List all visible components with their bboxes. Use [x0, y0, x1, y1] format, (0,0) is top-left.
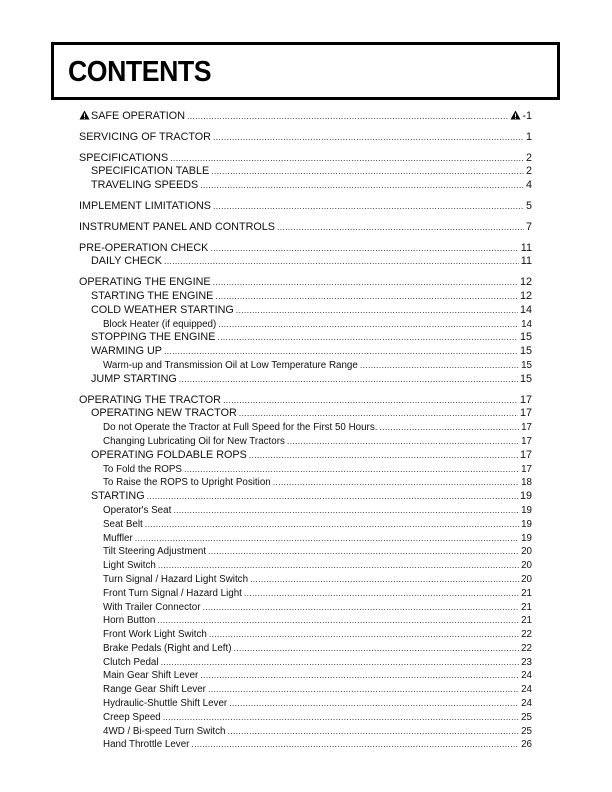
dot-leader [218, 318, 519, 332]
dot-leader [187, 110, 508, 124]
toc-entry-label: Clutch Pedal [103, 656, 159, 668]
dot-leader [379, 421, 519, 435]
dot-leader [211, 165, 524, 179]
dot-leader [135, 532, 519, 546]
toc-entry[interactable] [79, 601, 532, 615]
toc-entry-page: 7 [525, 220, 532, 233]
toc-entry-label: Changing Lubricating Oil for New Tractors [103, 435, 285, 447]
toc-entry[interactable] [79, 345, 532, 359]
toc-entry-page: 15 [519, 331, 532, 344]
toc-entry[interactable] [79, 559, 532, 573]
toc-entry[interactable] [79, 683, 532, 697]
toc-entry-label: COLD WEATHER STARTING [91, 303, 234, 316]
toc-entry-label: STOPPING THE ENGINE [91, 331, 216, 344]
toc-entry-label: To Fold the ROPS [103, 463, 182, 475]
dot-leader [213, 200, 524, 214]
toc-entry-label: WARMING UP [91, 345, 162, 358]
toc-entry-page: 15 [521, 359, 532, 371]
page-title: CONTENTS [68, 56, 212, 88]
toc-entry-label: Main Gear Shift Lever [103, 670, 199, 682]
dot-leader [200, 179, 524, 193]
dot-leader [213, 276, 518, 290]
toc-entry-page: 22 [521, 642, 532, 654]
toc-entry[interactable] [79, 359, 532, 373]
dot-leader [157, 614, 519, 628]
toc-entry-label: Seat Belt [103, 518, 143, 530]
toc-entry-page: 25 [521, 711, 532, 723]
dot-leader [249, 449, 518, 463]
toc-entry[interactable] [79, 221, 532, 235]
toc-entry-page: 12 [519, 276, 532, 289]
toc-entry[interactable] [79, 711, 532, 725]
toc-entry[interactable] [79, 407, 532, 421]
dot-leader [239, 407, 518, 421]
toc-entry[interactable] [79, 110, 532, 124]
toc-entry-page: 22 [521, 629, 532, 641]
dot-leader [158, 559, 519, 573]
toc-entry-label: With Trailer Connector [103, 601, 201, 613]
toc-entry-page: 17 [521, 435, 532, 447]
toc-entry-page: 24 [521, 698, 532, 710]
toc-entry[interactable] [79, 463, 532, 477]
toc-entry[interactable] [79, 331, 532, 345]
toc-entry[interactable] [79, 449, 532, 463]
toc-entry-label: DAILY CHECK [91, 255, 163, 268]
toc-entry-page: 5 [525, 199, 532, 212]
dot-leader [234, 642, 520, 656]
dot-leader [173, 504, 519, 518]
toc-entry-label: Block Heater (if equipped) [103, 318, 217, 330]
dot-leader [223, 394, 518, 408]
dot-leader [184, 463, 519, 477]
dot-leader [210, 242, 518, 256]
toc-entry[interactable] [79, 276, 532, 290]
toc-entry-label: SPECIFICATION TABLE [91, 165, 210, 178]
toc-entry[interactable] [79, 290, 532, 304]
toc-entry-label: OPERATING FOLDABLE ROPS [91, 448, 247, 461]
toc-entry[interactable] [79, 152, 532, 166]
toc-entry-page: 24 [521, 670, 532, 682]
toc-entry-label: JUMP STARTING [91, 372, 177, 385]
toc-entry-label: Range Gear Shift Lever [103, 684, 206, 696]
toc-entry[interactable] [79, 573, 532, 587]
toc-entry[interactable] [79, 587, 532, 601]
dot-leader [287, 435, 519, 449]
toc-entry-label: Front Work Light Switch [103, 629, 207, 641]
toc-entry-label: Horn Button [103, 615, 156, 627]
dot-leader [228, 725, 520, 739]
toc-entry-label: Hydraulic-Shuttle Shift Lever [103, 698, 228, 710]
dot-leader [202, 601, 519, 615]
toc-entry[interactable] [79, 490, 532, 504]
dot-leader [164, 255, 519, 269]
toc-entry[interactable] [79, 476, 532, 490]
toc-entry-page: 23 [521, 656, 532, 668]
toc-entry-page: 11 [520, 255, 532, 268]
toc-entry-label: STARTING [91, 490, 145, 503]
toc-entry-page: 26 [521, 739, 532, 751]
toc-entry-page: 19 [521, 504, 532, 516]
toc-entry[interactable] [79, 165, 532, 179]
dot-leader [200, 669, 519, 683]
toc-entry-page: 14 [521, 318, 532, 330]
toc-entry-page: 17 [519, 393, 532, 406]
toc-entry[interactable] [79, 669, 532, 683]
dot-leader [163, 711, 519, 725]
toc-entry-page: 2 [525, 151, 532, 164]
toc-entry-page: 21 [521, 615, 532, 627]
toc-entry-label: 4WD / Bi-speed Turn Switch [103, 725, 226, 737]
dot-leader [164, 345, 518, 359]
toc-entry-label: Front Turn Signal / Hazard Light [103, 587, 242, 599]
toc-entry-page: 17 [521, 463, 532, 475]
toc-entry-label: Light Switch [103, 560, 156, 572]
toc-entry[interactable] [79, 725, 532, 739]
dot-leader [250, 573, 519, 587]
toc-entry-page: 2 [525, 165, 532, 178]
warning-triangle-icon [510, 110, 521, 120]
toc-entry-page: 12 [519, 289, 532, 302]
dot-leader [236, 304, 518, 318]
toc-entry-label: Brake Pedals (Right and Left) [103, 642, 232, 654]
toc-entry-page: 17 [519, 448, 532, 461]
toc-entry-page: -1 [510, 110, 532, 124]
toc-entry-page: 19 [521, 518, 532, 530]
toc-entry-label: Creep Speed [103, 711, 161, 723]
toc-entry-label: Hand Throttle Lever [103, 739, 190, 751]
toc-entry-page: 20 [521, 573, 532, 585]
toc-entry-page: 21 [521, 587, 532, 599]
toc-entry-page: 20 [521, 546, 532, 558]
toc-entry-page: 15 [519, 372, 532, 385]
warning-triangle-icon [79, 110, 90, 120]
toc-entry[interactable] [79, 318, 532, 332]
toc-entry-page: 1 [525, 130, 532, 143]
toc-entry[interactable] [79, 394, 532, 408]
dot-leader [208, 683, 519, 697]
toc-entry[interactable] [79, 518, 532, 532]
toc-entry-page: 21 [521, 601, 532, 613]
dot-leader [145, 518, 519, 532]
toc-entry[interactable] [79, 614, 532, 628]
toc-entry-page: 11 [520, 241, 532, 254]
toc-entry-label: OPERATING THE ENGINE [79, 276, 211, 289]
dot-leader [217, 331, 518, 345]
dot-leader [273, 476, 519, 490]
toc-entry[interactable] [79, 504, 532, 518]
toc-entry-label: INSTRUMENT PANEL AND CONTROLS [79, 220, 275, 233]
toc-entry-label: SPECIFICATIONS [79, 151, 169, 164]
toc-entry-label: Turn Signal / Hazard Light Switch [103, 573, 249, 585]
toc-entry-label: Operator's Seat [103, 504, 172, 516]
toc-entry[interactable] [79, 179, 532, 193]
toc-entry-page: 19 [521, 532, 532, 544]
dot-leader [215, 290, 518, 304]
toc-entry[interactable] [79, 200, 532, 214]
dot-leader [170, 152, 524, 166]
toc-entry[interactable] [79, 373, 532, 387]
toc-entry-page: 14 [519, 303, 532, 316]
toc-entry-label: SERVICING OF TRACTOR [79, 130, 211, 143]
dot-leader [360, 359, 519, 373]
toc-entry-page: 4 [525, 179, 532, 192]
toc-entry-label: Muffler [103, 532, 133, 544]
dot-leader [161, 656, 520, 670]
toc-entry[interactable] [79, 304, 532, 318]
contents-header-box [51, 42, 560, 100]
dot-leader [277, 221, 524, 235]
toc-entry-page: 25 [521, 725, 532, 737]
toc-entry-label: IMPLEMENT LIMITATIONS [79, 199, 211, 212]
toc-entry-label: OPERATING NEW TRACTOR [91, 407, 237, 420]
toc-entry[interactable] [79, 642, 532, 656]
toc-entry-page: 19 [519, 490, 532, 503]
dot-leader [209, 628, 519, 642]
table-of-contents [79, 110, 532, 752]
toc-entry[interactable] [79, 255, 532, 269]
toc-entry[interactable] [79, 697, 532, 711]
toc-entry[interactable] [79, 532, 532, 546]
toc-entry-label: Warm-up and Transmission Oil at Low Temperature Range [103, 359, 358, 371]
toc-entry[interactable] [79, 628, 532, 642]
toc-entry-page: 24 [521, 684, 532, 696]
toc-entry[interactable] [79, 242, 532, 256]
toc-entry-label: To Raise the ROPS to Upright Position [103, 477, 271, 489]
dot-leader [208, 545, 519, 559]
dot-leader [244, 587, 519, 601]
toc-entry-label: Do not Operate the Tractor at Full Speed for the First 50 Hours. [103, 422, 378, 434]
toc-entry[interactable] [79, 656, 532, 670]
toc-entry-label: PRE-OPERATION CHECK [79, 241, 209, 254]
dot-leader [147, 490, 518, 504]
toc-entry-page: 18 [521, 477, 532, 489]
toc-entry-page: 17 [521, 422, 532, 434]
toc-entry-label: SAFE OPERATION [79, 110, 185, 124]
dot-leader [191, 738, 519, 752]
toc-entry-page: 20 [521, 560, 532, 572]
toc-entry[interactable] [79, 545, 532, 559]
toc-entry[interactable] [79, 435, 532, 449]
dot-leader [179, 373, 518, 387]
dot-leader [213, 131, 524, 145]
toc-entry-label: Tilt Steering Adjustment [103, 546, 207, 558]
toc-entry[interactable] [79, 421, 532, 435]
toc-entry-label: TRAVELING SPEEDS [91, 179, 199, 192]
dot-leader [229, 697, 519, 711]
toc-entry[interactable] [79, 131, 532, 145]
toc-entry[interactable] [79, 738, 532, 752]
toc-entry-label: STARTING THE ENGINE [91, 289, 214, 302]
toc-entry-page: 15 [519, 345, 532, 358]
toc-entry-label: OPERATING THE TRACTOR [79, 393, 221, 406]
toc-entry-page: 17 [519, 407, 532, 420]
